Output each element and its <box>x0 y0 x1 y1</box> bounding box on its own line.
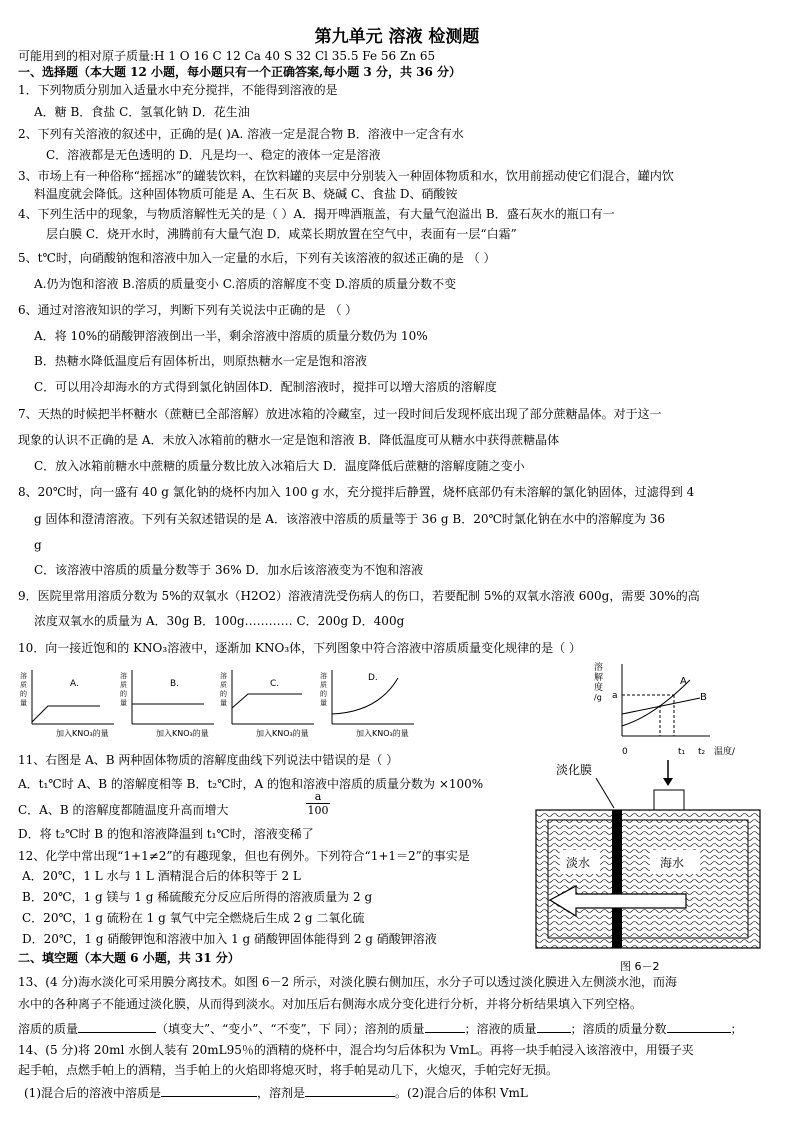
q7-line3: C．放入冰箱前糖水中蔗糖的质量分数比放入冰箱后大 D．温度降低后蔗糖的溶解度随之变小 <box>34 459 525 473</box>
ylabel-char: 质 <box>320 681 327 689</box>
q12-option-b: B．20℃，1 g 镁与 1 g 稀硫酸充分反应后所得的溶液质量为 2 g <box>22 890 373 904</box>
answer-blank-solute[interactable] <box>161 1084 257 1097</box>
ylabel-char: 量 <box>220 699 227 707</box>
q11-option-d: D．将 t₂℃时 B 的饱和溶液降温到 t₁℃时，溶液变稀了 <box>18 827 314 841</box>
x-axis-label: 温度/ <box>714 747 736 757</box>
ylabel-char: 溶 <box>120 672 127 680</box>
q13-text: ；溶质的质量分数 <box>570 1022 667 1036</box>
t2-label: t₂ <box>698 747 706 757</box>
q8-line3: g <box>34 538 42 552</box>
fresh-water-label: 淡水 <box>566 856 591 870</box>
q10-graph-c <box>220 670 314 738</box>
graph-label: C. <box>270 679 280 689</box>
a-value-label: a <box>612 691 618 701</box>
q12-option-c: C．20℃，1 g 硫粉在 1 g 氧气中完全燃烧后生成 2 g 二氧化硫 <box>22 911 365 925</box>
q6-option-a: A．将 10%的硝酸钾溶液倒出一半，剩余溶液中溶质的质量分数仍为 10% <box>34 329 428 343</box>
q14-text: ，溶剂是 <box>257 1086 306 1100</box>
ylabel-char: 解 <box>594 673 604 683</box>
graph-xlabel: 加入KNO₃的量 <box>56 729 109 738</box>
q14-line2: 起手帕，点燃手帕上的酒精，当手帕上的火焰即将熄灭时，将手帕晃动几下，火熄灭，手帕完好无损。 <box>18 1063 559 1077</box>
ylabel-char: 量 <box>20 699 27 707</box>
q7-line1: 7、天热的时候把半杯糖水（蔗糖已全部溶解）放进冰箱的冷藏室，过一段时间后发现杯底出现了部分蔗糖晶体。对于这一 <box>18 407 662 421</box>
curve-a-label: A <box>680 676 687 687</box>
q11-stem: 11、右图是 A、B 两种固体物质的溶解度曲线下列说法中错误的是（ ） <box>18 753 399 767</box>
q14-text: (1)混合后的溶液中溶质是 <box>24 1086 161 1100</box>
ylabel-char: /g <box>594 693 602 702</box>
section-heading-choice: 一、选择题（本大题 12 小题，每小题只有一个正确答案,每小题 3 分，共 36 分） <box>18 65 461 79</box>
fraction-numerator: a <box>306 790 330 804</box>
q6-option-c: C．可以用冷却海水的方式得到氯化钠固体D．配制溶液时，搅拌可以增大溶质的溶解度 <box>34 380 497 394</box>
q6-option-b: B．热糖水降低温度后有固体析出，则原热糖水一定是饱和溶液 <box>34 354 367 368</box>
ylabel-char: 的 <box>320 690 327 698</box>
ylabel-char: 量 <box>320 699 327 707</box>
q13-text: （填变大”、“变小”、“不变”，下 同）；溶剂的质量 <box>156 1022 425 1036</box>
q5-line2: A.仍为饱和溶液 B.溶质的质量变小 C.溶质的溶解度不变 D.溶质的质量分数不变 <box>34 277 457 291</box>
section-heading-fill: 二、填空题（本大题 6 小题，共 31 分） <box>18 951 240 965</box>
ylabel-char: 量 <box>120 699 127 707</box>
graph-label: B. <box>170 679 180 689</box>
q10-graph-d <box>320 670 414 738</box>
q5-line1: 5、t℃时，向硝酸钠饱和溶液中加入一定量的水后，下列有关该溶液的叙述正确的是 （ ） <box>18 251 496 265</box>
graph-xlabel: 加入KNO₃的量 <box>156 729 209 738</box>
ylabel-char: 溶 <box>320 672 327 680</box>
q12-stem: 12、化学中常出现“1+1≠2”的有趣现象，但也有例外。下列符合“1+1＝2”的事实是 <box>18 849 470 863</box>
fraction-denominator: 100 <box>307 804 329 817</box>
answer-blank-solute-mass[interactable] <box>78 1020 156 1033</box>
q13-line1: 13、(4 分)海水淡化可采用膜分离技术。如图 6－2 所示，对淡化膜右侧加压，水分子可以透过淡化膜进入左侧淡水池，而海 <box>18 975 677 989</box>
q6-stem: 6、通过对溶液知识的学习，判断下列有关说法中正确的是 （ ） <box>18 303 358 317</box>
graph-xlabel: 加入KNO₃的量 <box>256 729 309 738</box>
curve-b <box>622 698 700 714</box>
answer-blank-mass-fraction[interactable] <box>667 1020 731 1033</box>
q8-line1: 8、20℃时，向一盛有 40 g 氯化钠的烧杯内加入 100 g 水，充分搅拌后静置，烧杯底部仍有未溶解的氯化钠固体，过滤得到 4 <box>18 485 695 499</box>
q8-line4: C．该溶液中溶质的质量分数等于 36% D．加水后该溶液变为不饱和溶液 <box>34 563 424 577</box>
q13-text: ； <box>730 1022 743 1036</box>
sea-water-label: 海水 <box>660 856 685 870</box>
t1-label: t₁ <box>678 747 686 757</box>
q1-stem: 1．下列物质分别加入适量水中充分搅拌，不能得到溶液的是 <box>18 83 338 97</box>
q7-line2: 现象的认识不正确的是 A．未放入冰箱前的糖水一定是饱和溶液 B．降低温度可从糖水中获得蔗糖晶体 <box>18 433 560 447</box>
q11-fraction <box>306 790 330 817</box>
q9-line2: 浓度双氧水的质量为 A．30g B．100g………… C．200g D．400g <box>34 614 405 628</box>
q10-stem: 10．向一接近饱和的 KNO₃溶液中，逐渐加 KNO₃体，下列图象中符合溶液中溶质质量变化规律的是（ ） <box>18 641 581 655</box>
q9-line1: 9．医院里常用溶质分数为 5%的双氧水（H2O2）溶液清洗受伤病人的伤口，若要配制 5%的双氧水溶液 600g，需要 30%的高 <box>18 589 700 603</box>
answer-blank-solvent[interactable] <box>305 1084 395 1097</box>
q10-graph-a <box>20 670 114 738</box>
q11-option-ab: A．t₁℃时 A、B 的溶解度相等 B．t₂℃时，A 的饱和溶液中溶质的质量分数为 ×100% <box>18 777 484 791</box>
ylabel-char: 的 <box>20 690 27 698</box>
q13-text: ；溶液的质量 <box>464 1022 537 1036</box>
ylabel-char: 的 <box>220 690 227 698</box>
ylabel-char: 溶 <box>20 672 27 680</box>
q4-line1: 4、下列生活中的现象，与物质溶解性无关的是（ ）A．揭开啤酒瓶盖，有大量气泡溢出 B．盛石灰水的瓶口有一 <box>18 207 615 221</box>
figure-caption: 图 6－2 <box>620 960 660 973</box>
graph-xlabel: 加入KNO₃的量 <box>356 729 409 738</box>
solubility-curve-figure <box>592 658 770 758</box>
ylabel-char: 质 <box>20 681 27 689</box>
page-title: 第九单元 溶液 检测题 <box>314 27 480 47</box>
ylabel-char: 质 <box>220 681 227 689</box>
ylabel-char: 质 <box>120 681 127 689</box>
origin-label: 0 <box>622 747 628 757</box>
curve-b-label: B <box>700 692 707 703</box>
q12-option-d: D．20℃，1 g 硝酸钾饱和溶液中加入 1 g 硝酸钾固体能得到 2 g 硝酸钾溶液 <box>22 932 437 946</box>
q2-line2: C．溶液都是无色透明的 D．凡是均一、稳定的液体一定是溶液 <box>46 148 381 162</box>
answer-blank-solvent-mass[interactable] <box>425 1020 465 1033</box>
ylabel-char: 溶 <box>220 672 227 680</box>
membrane-figure <box>532 758 768 976</box>
q14-text: 。(2)混合后的体积 VmL <box>395 1086 528 1100</box>
q14-fill-line <box>24 1084 528 1101</box>
q12-option-a: A．20℃，1 L 水与 1 L 酒精混合后的体积等于 2 L <box>22 869 301 883</box>
q3-line2: 料温度就会降低。这种固体物质可能是 A、生石灰 B、烧碱 C、食盐 D、硝酸铵 <box>34 187 458 201</box>
q11-option-c: C．A、B 的溶解度都随温度升高而增大 <box>18 803 229 817</box>
q2-line1: 2、下列有关溶液的叙述中，正确的是( )A. 溶液一定是混合物 B．溶液中一定含有水 <box>18 127 464 141</box>
q13-line2: 水中的各种离子不能通过淡化膜，从而得到淡水。对加压后右侧海水成分变化进行分析，并将分析结果填入下列空格。 <box>18 997 643 1011</box>
ylabel-char: 溶 <box>594 663 604 673</box>
ylabel-char: 度 <box>594 683 604 693</box>
q8-line2: g 固体和澄清溶液。下列有关叙述错误的是 A．该溶液中溶质的质量等于 36 g B．20℃时氯化钠在水中的溶解度为 36 <box>34 512 665 526</box>
membrane-label: 淡化膜 <box>556 763 593 777</box>
q10-graph-b <box>120 670 214 738</box>
q1-options: A．糖 B．食盐 C．氢氧化钠 D．花生油 <box>34 105 250 119</box>
answer-blank-solution-mass[interactable] <box>537 1020 571 1033</box>
q13-text: 溶质的质量 <box>18 1022 79 1036</box>
q13-fill-line <box>18 1020 743 1037</box>
q4-line2: 层白膜 C．烧开水时，沸腾前有大量气泡 D．咸菜长期放置在空气中，表面有一层“白霜” <box>46 227 517 241</box>
atomic-masses: 可能用到的相对原子质量:H 1 O 16 C 12 Ca 40 S 32 Cl 35.5 Fe 56 Zn 65 <box>18 49 436 63</box>
graph-label: A. <box>70 679 79 689</box>
q10-graphs <box>18 664 418 746</box>
ylabel-char: 的 <box>120 690 127 698</box>
q14-line1: 14、(5 分)将 20ml 水倒人装有 20mL95％的酒精的烧杯中，混合均匀后体积为 VmL。再将一块手帕浸入该溶液中，用镊子夹 <box>18 1043 694 1057</box>
graph-label: D. <box>368 673 378 683</box>
q3-line1: 3、市场上有一种俗称“摇摇冰”的罐装饮料，在饮料罐的夹层中分别装入一种固体物质和水，饮用前摇动使它们混合，罐内饮 <box>18 169 674 183</box>
